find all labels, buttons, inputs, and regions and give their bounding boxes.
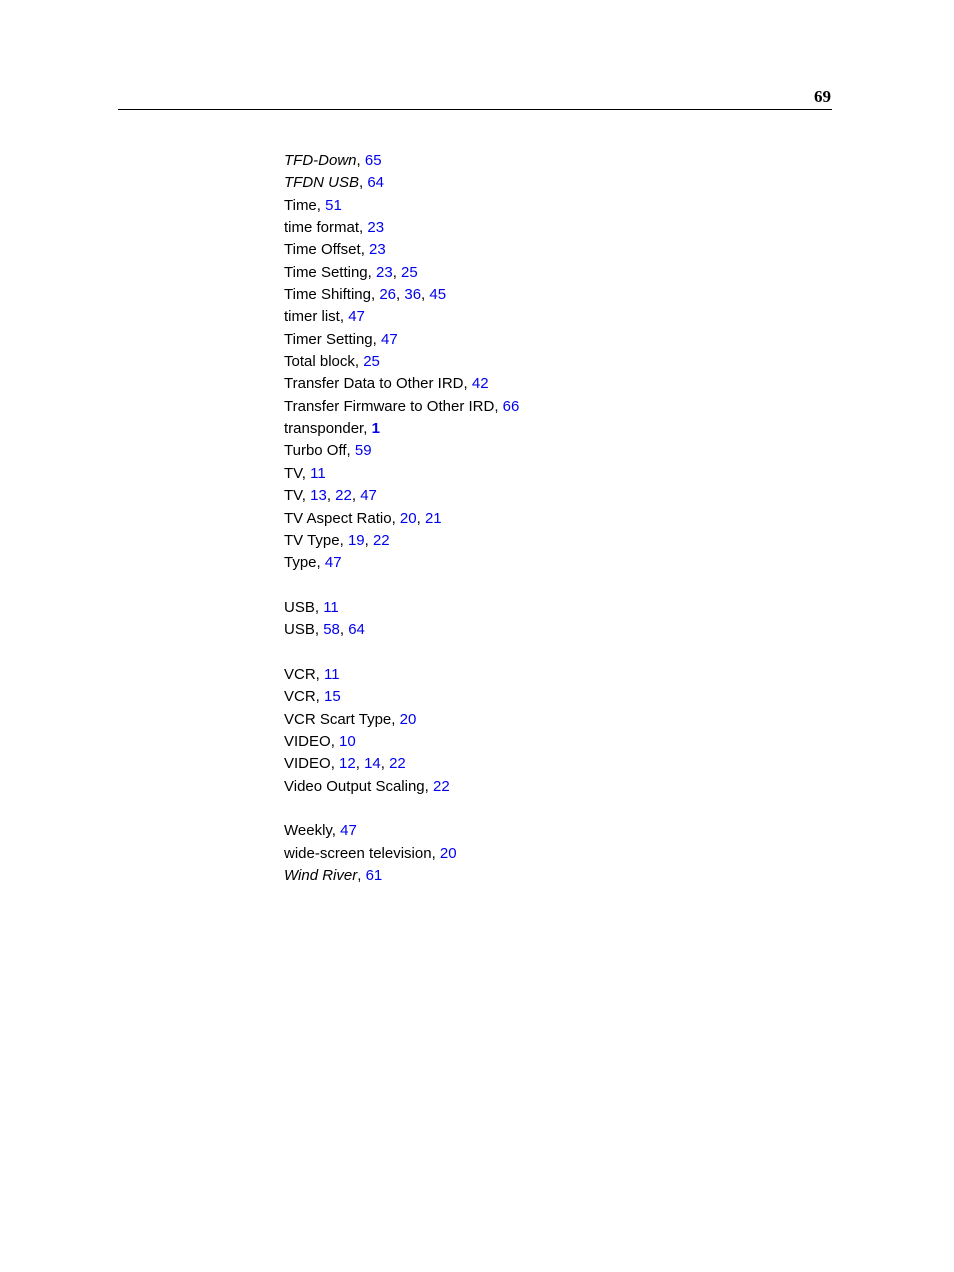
- index-entry: Transfer Data to Other IRD, 42: [284, 375, 489, 393]
- index-term: Wind River: [284, 867, 358, 884]
- page-reference-link[interactable]: 11: [323, 598, 339, 616]
- index-entry: Transfer Firmware to Other IRD, 66: [284, 397, 520, 415]
- page-reference-link[interactable]: 64: [348, 621, 365, 639]
- page-reference-link[interactable]: 20: [439, 844, 457, 862]
- index-term: Transfer Firmware to Other IRD: [284, 397, 495, 415]
- index-entry: VIDEO, 12, 14, 22: [284, 755, 406, 773]
- page-reference-link[interactable]: 47: [360, 487, 377, 505]
- page-reference-link[interactable]: 51: [325, 196, 342, 214]
- index-term: Time Offset: [284, 241, 361, 259]
- page-reference-link[interactable]: 66: [502, 397, 520, 415]
- index-entry: Time Setting, 23, 25: [284, 263, 418, 281]
- index-section-gap: [284, 642, 519, 664]
- page-reference-link[interactable]: 36: [404, 286, 422, 304]
- index-entry: time format, 23: [284, 219, 385, 237]
- index-term: Turbo Off: [284, 442, 347, 460]
- index-term: timer list: [284, 308, 340, 326]
- index-term: Timer Setting: [284, 330, 373, 348]
- index-term: wide-screen television: [284, 844, 432, 862]
- index-term: Type: [284, 554, 317, 572]
- index-term: Time: [284, 196, 317, 214]
- index-term: USB: [284, 598, 315, 616]
- index-term: Time Shifting: [284, 286, 371, 304]
- page-reference-link[interactable]: 25: [401, 263, 418, 281]
- index-term: time format: [284, 219, 360, 237]
- index-term: transponder: [284, 420, 364, 438]
- index-term: VIDEO: [284, 755, 331, 773]
- index-term: Total block: [284, 353, 355, 371]
- page-reference-link[interactable]: 13: [310, 487, 327, 505]
- index-entry: USB, 58, 64: [284, 621, 365, 639]
- index-term: VCR Scart Type: [284, 710, 392, 728]
- page-reference-link[interactable]: 23: [367, 219, 385, 237]
- page-reference-link[interactable]: 19: [347, 531, 365, 549]
- index-entry: Weekly, 47: [284, 822, 357, 840]
- page-number: 69: [814, 87, 831, 106]
- index-entry: Video Output Scaling, 22: [284, 777, 450, 795]
- page-reference-link[interactable]: 59: [354, 442, 372, 460]
- page-reference-link[interactable]: 10: [339, 732, 356, 750]
- index-entry: VIDEO, 10: [284, 732, 356, 750]
- index-term: TV Type: [284, 531, 340, 549]
- index-term: TV: [284, 464, 302, 482]
- index-entry: TFDN USB, 64: [284, 174, 385, 192]
- index-entry: Time Offset, 23: [284, 241, 386, 259]
- page-reference-link[interactable]: 20: [399, 509, 417, 527]
- page-reference-link[interactable]: 15: [324, 688, 341, 706]
- page-reference-link[interactable]: 23: [376, 263, 393, 281]
- index-entry: TV, 11: [284, 464, 326, 482]
- index-list: [284, 150, 519, 887]
- page-reference-link[interactable]: 47: [340, 822, 357, 840]
- index-entry: TV, 13, 22, 47: [284, 487, 377, 505]
- index-term: VIDEO: [284, 732, 331, 750]
- index-term: Video Output Scaling: [284, 777, 425, 795]
- page-reference-link[interactable]: 26: [379, 286, 397, 304]
- page-reference-link[interactable]: 65: [364, 152, 382, 169]
- index-entry: Time, 51: [284, 196, 342, 214]
- index-term: TFDN USB: [284, 174, 359, 192]
- page-reference-link[interactable]: 12: [339, 755, 356, 773]
- page-reference-link[interactable]: 23: [369, 241, 386, 259]
- page-reference-link[interactable]: 11: [310, 464, 326, 482]
- index-entry: VCR, 15: [284, 688, 341, 706]
- page-reference-link[interactable]: 58: [323, 621, 340, 639]
- page-reference-link[interactable]: 45: [429, 286, 447, 304]
- index-entry: Wind River, 61: [284, 867, 383, 884]
- index-term: VCR: [284, 665, 316, 683]
- page-reference-link[interactable]: 47: [380, 330, 398, 348]
- index-entry: Turbo Off, 59: [284, 442, 372, 460]
- index-section-gap: [284, 575, 519, 597]
- index-entry: wide-screen television, 20: [284, 844, 457, 862]
- page-reference-link[interactable]: 47: [348, 308, 365, 326]
- page-reference-link[interactable]: 25: [363, 353, 380, 371]
- index-term: USB: [284, 621, 315, 639]
- index-section-gap: [284, 798, 519, 820]
- index-entry: Total block, 25: [284, 353, 380, 371]
- index-entry: TV Type, 19, 22: [284, 531, 390, 549]
- index-entry: Time Shifting, 26, 36, 45: [284, 286, 447, 304]
- page-reference-link[interactable]: 22: [389, 755, 406, 773]
- page-reference-link[interactable]: 47: [324, 554, 342, 572]
- page-reference-link[interactable]: 1: [371, 420, 380, 438]
- page-reference-link[interactable]: 14: [364, 755, 381, 773]
- index-term: TFD-Down: [284, 152, 357, 169]
- index-entry: transponder, 1: [284, 420, 380, 438]
- index-entry: timer list, 47: [284, 308, 365, 326]
- index-term: TV: [284, 487, 302, 505]
- index-term: TV Aspect Ratio: [284, 509, 392, 527]
- header-rule: [118, 109, 832, 110]
- page-reference-link[interactable]: 64: [367, 174, 385, 192]
- page-reference-link[interactable]: 61: [365, 867, 383, 884]
- page-reference-link[interactable]: 21: [424, 509, 442, 527]
- index-term: VCR: [284, 688, 316, 706]
- index-entry: Type, 47: [284, 554, 342, 572]
- index-entry: VCR Scart Type, 20: [284, 710, 417, 728]
- index-entry: TFD-Down, 65: [284, 152, 382, 169]
- index-entry: TV Aspect Ratio, 20, 21: [284, 509, 442, 527]
- index-entry: Timer Setting, 47: [284, 330, 398, 348]
- index-term: Weekly: [284, 822, 332, 840]
- index-entry: USB, 11: [284, 598, 339, 616]
- page-reference-link[interactable]: 22: [372, 531, 390, 549]
- index-term: Transfer Data to Other IRD: [284, 375, 464, 393]
- page-reference-link[interactable]: 22: [433, 777, 450, 795]
- page-reference-link[interactable]: 11: [324, 665, 340, 683]
- page-reference-link[interactable]: 20: [399, 710, 417, 728]
- index-entry: VCR, 11: [284, 665, 340, 683]
- index-term: Time Setting: [284, 263, 368, 281]
- page-reference-link[interactable]: 22: [335, 487, 352, 505]
- page-reference-link[interactable]: 42: [471, 375, 489, 393]
